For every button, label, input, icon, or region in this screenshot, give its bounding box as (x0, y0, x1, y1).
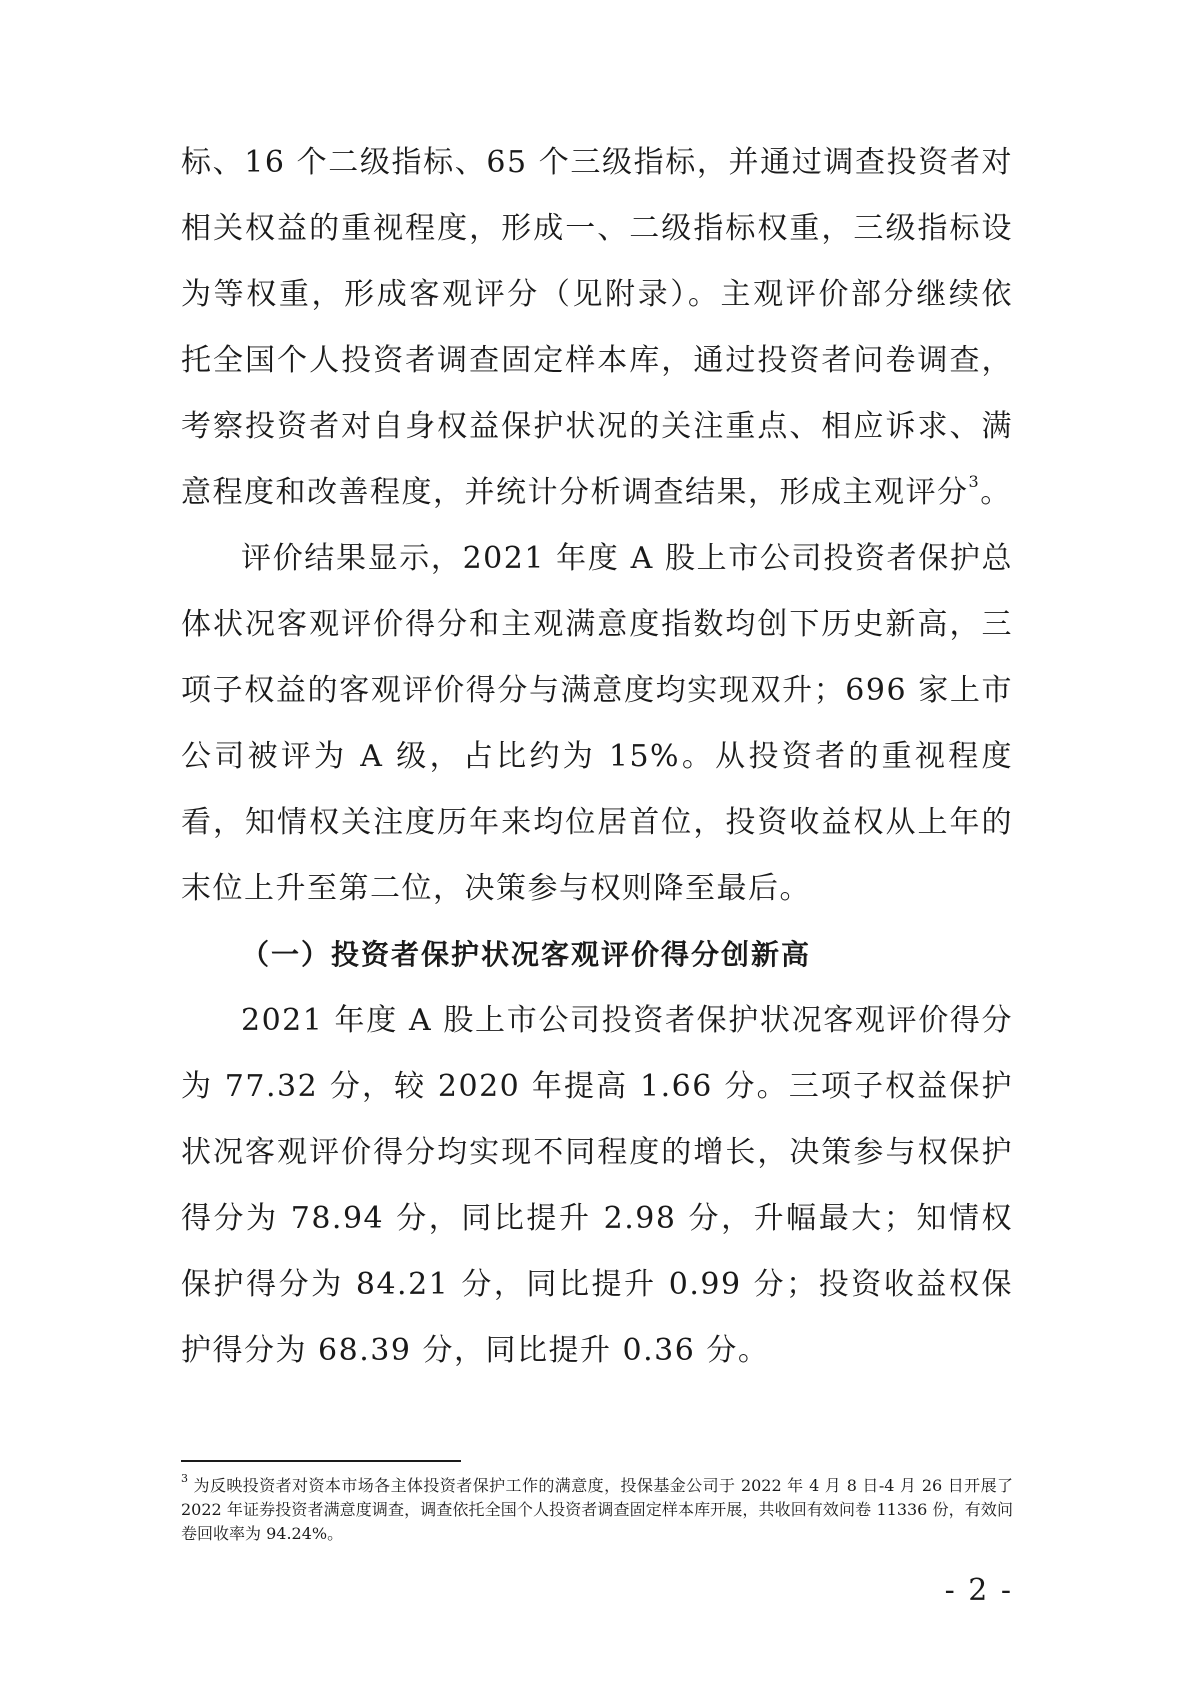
page-number: - 2 - (944, 1573, 1013, 1608)
paragraph-3: 2021 年度 A 股上市公司投资者保护状况客观评价得分为 77.32 分，较 2020 年提高 1.66 分。三项子权益保护状况客观评价得分均实现不同程度的增长，决策参与权保护得分为 78.94 分，同比提升 2.98 分，升幅最大；知情权保护得分为 84.21 分，同比提升 0.99 分；投资收益权保护得分为 68.39 分，同比提升 0.36 分。 (181, 1003, 1013, 1368)
paragraph-1-text: 标、16 个二级指标、65 个三级指标，并通过调查投资者对相关权益的重视程度，形成一、二级指标权重，三级指标设为等权重，形成客观评分（见附录）。主观评价部分继续依托全国个人投资者调查固定样本库，通过投资者问卷调查，考察投资者对自身权益保护状况的关注重点、相应诉求、满意程度和改善程度，并统计分析调查结果，形成主观评分 (181, 145, 1013, 510)
paragraph-1-end: 。 (980, 475, 1012, 510)
footnote (181, 1471, 1013, 1546)
footnote-reference[interactable]: 3 (968, 472, 981, 491)
paragraph-2: 评价结果显示，2021 年度 A 股上市公司投资者保护总体状况客观评价得分和主观满意度指数均创下历史新高，三项子权益的客观评价得分与满意度均实现双升；696 家上市公司被评为 A 级，占比约为 15%。从投资者的重视程度看，知情权关注度历年来均位居首位，投资收益权从上年的末位上升至第二位，决策参与权则降至最后。 (181, 541, 1013, 906)
body-text (181, 130, 1013, 1384)
footnote-number: 3 (181, 1471, 188, 1485)
paragraph-1 (181, 130, 1013, 526)
footnote-divider (181, 1460, 461, 1462)
footnote-text: 为反映投资者对资本市场各主体投资者保护工作的满意度，投保基金公司于 2022 年 4 月 8 日-4 月 26 日开展了 2022 年证券投资者满意度调查，调查依托全国个人投资者调查固定样本库开展，共收回有效问卷 11336 份，有效问卷回收率为 94.24%。 (181, 1476, 1013, 1543)
section-heading: （一）投资者保护状况客观评价得分创新高 (241, 938, 812, 971)
